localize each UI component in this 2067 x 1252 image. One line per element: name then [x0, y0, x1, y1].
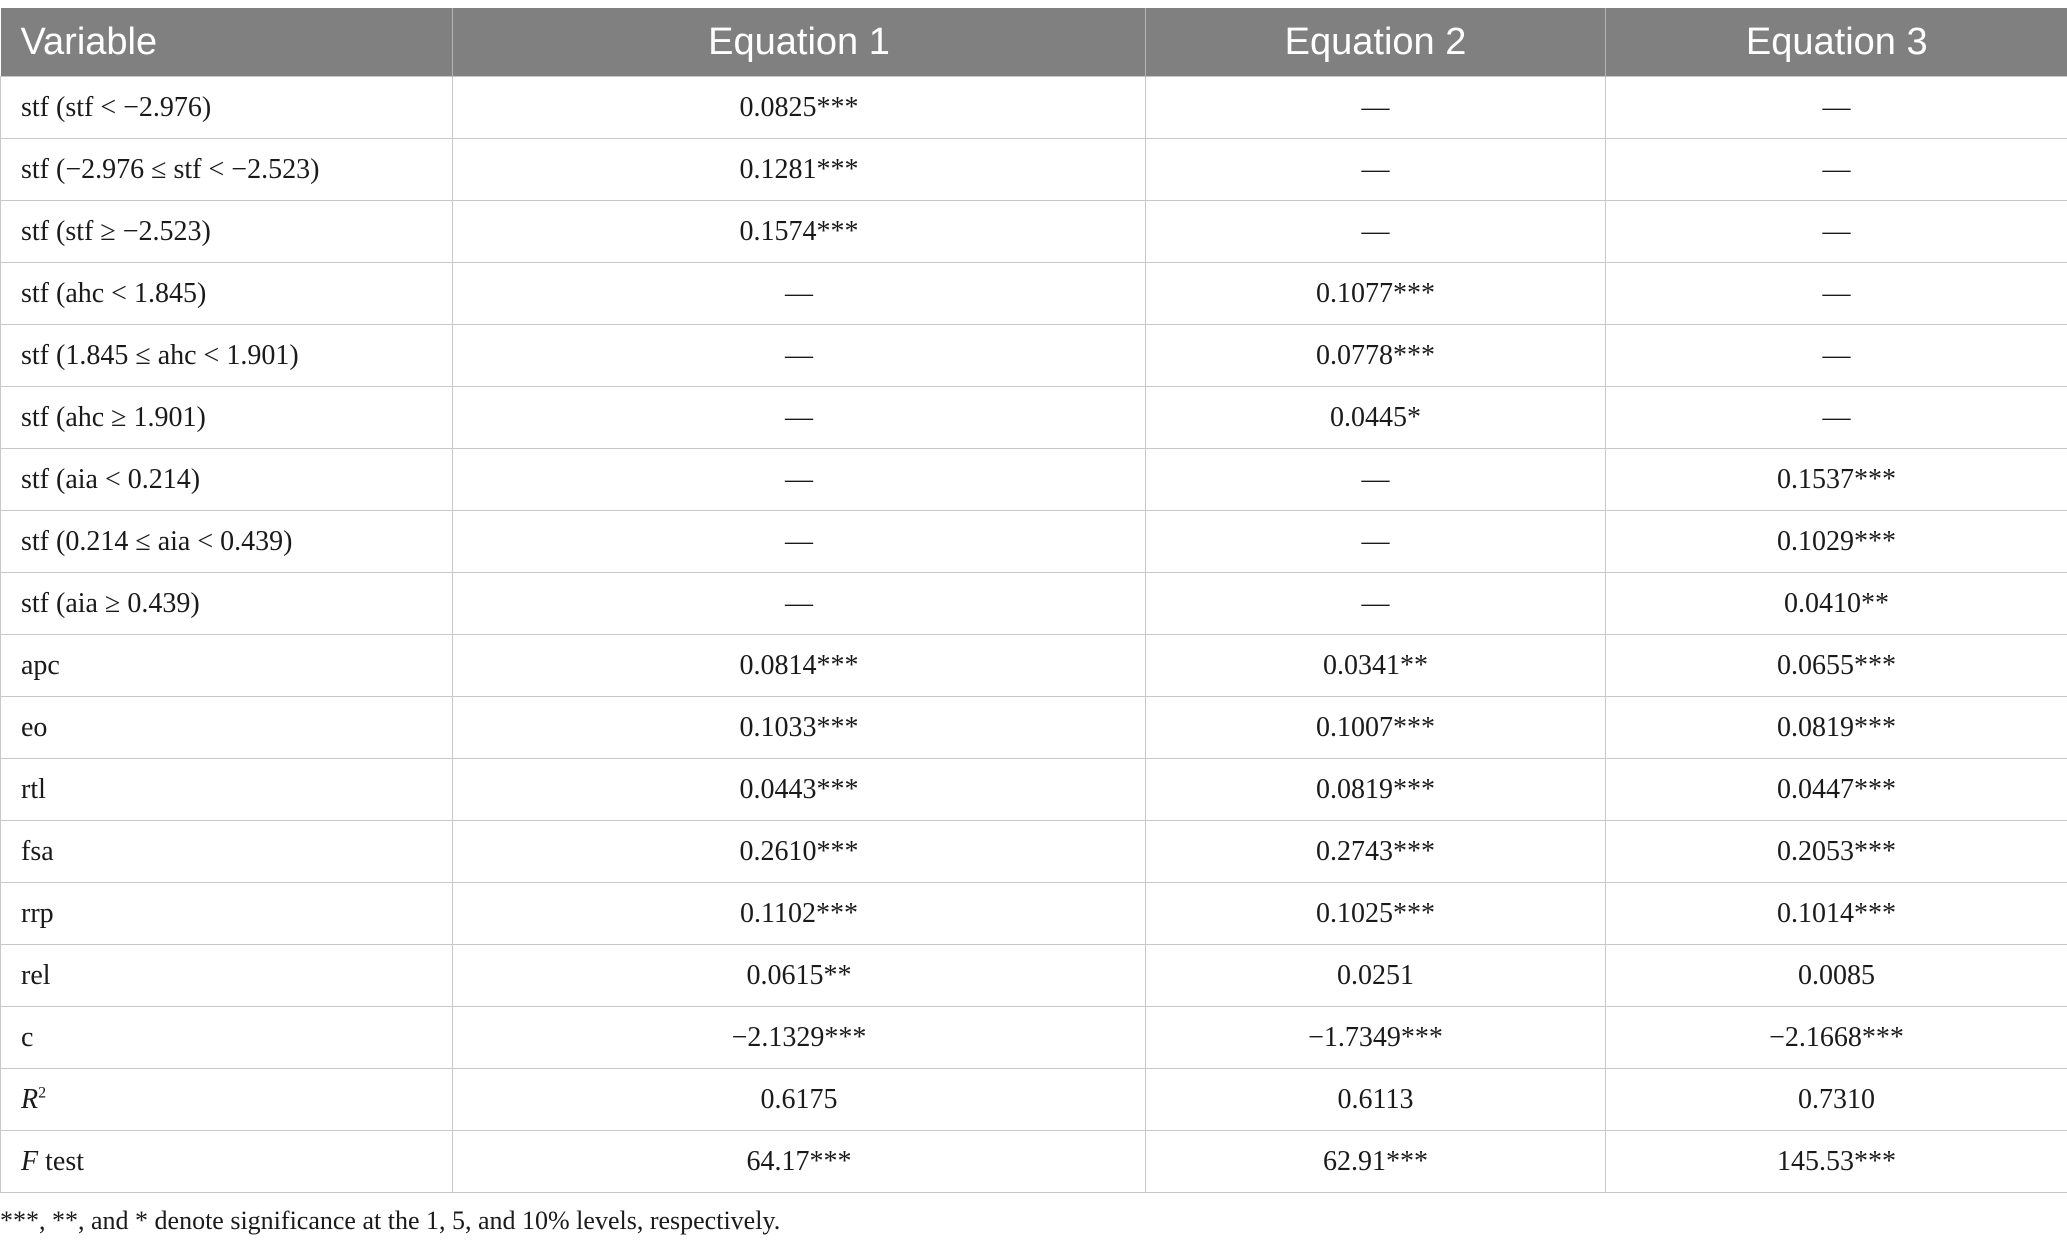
- equation-3-value: —: [1606, 77, 2067, 139]
- table-row: [1, 635, 2067, 697]
- equation-1-value: —: [453, 573, 1146, 635]
- equation-2-value: —: [1146, 201, 1606, 263]
- variable-cell: c: [1, 1007, 453, 1069]
- variable-cell: stf (aia ≥ 0.439): [1, 573, 453, 635]
- table-row: [1, 945, 2067, 1007]
- table-row: [1, 201, 2067, 263]
- equation-1-value: 0.0825***: [453, 77, 1146, 139]
- equation-1-value: 0.1102***: [453, 883, 1146, 945]
- equation-2-value: 0.0445*: [1146, 387, 1606, 449]
- equation-3-value: 0.0447***: [1606, 759, 2067, 821]
- regression-results-table: [0, 8, 2067, 1193]
- table-row: [1, 77, 2067, 139]
- equation-1-value: 0.6175: [453, 1069, 1146, 1131]
- equation-3-value: —: [1606, 201, 2067, 263]
- equation-1-value: 0.1281***: [453, 139, 1146, 201]
- variable-cell: rtl: [1, 759, 453, 821]
- variable-cell: stf (0.214 ≤ aia < 0.439): [1, 511, 453, 573]
- equation-2-value: —: [1146, 573, 1606, 635]
- equation-3-value: 0.7310: [1606, 1069, 2067, 1131]
- equation-3-value: —: [1606, 325, 2067, 387]
- variable-cell: stf (ahc < 1.845): [1, 263, 453, 325]
- equation-2-value: −1.7349***: [1146, 1007, 1606, 1069]
- header-variable: Variable: [1, 8, 453, 77]
- variable-cell: stf (−2.976 ≤ stf < −2.523): [1, 139, 453, 201]
- equation-2-value: —: [1146, 511, 1606, 573]
- variable-suffix: test: [38, 1145, 84, 1177]
- variable-cell: apc: [1, 635, 453, 697]
- equation-2-value: 0.0251: [1146, 945, 1606, 1007]
- equation-2-value: 0.1007***: [1146, 697, 1606, 759]
- equation-3-value: 0.2053***: [1606, 821, 2067, 883]
- table-row: [1, 1131, 2067, 1193]
- header-equation-2: Equation 2: [1146, 8, 1606, 77]
- table-row: [1, 139, 2067, 201]
- table-row: [1, 387, 2067, 449]
- equation-2-value: —: [1146, 77, 1606, 139]
- equation-2-value: 0.2743***: [1146, 821, 1606, 883]
- table-row: [1, 511, 2067, 573]
- table-footnote: ***, **, and * denote significance at the 1, 5, and 10% levels, respectively.: [0, 1206, 781, 1235]
- equation-1-value: −2.1329***: [453, 1007, 1146, 1069]
- variable-cell: fsa: [1, 821, 453, 883]
- table-header: [1, 8, 2067, 77]
- equation-3-value: 0.1537***: [1606, 449, 2067, 511]
- variable-cell: stf (ahc ≥ 1.901): [1, 387, 453, 449]
- equation-3-value: −2.1668***: [1606, 1007, 2067, 1069]
- equation-3-value: 0.0819***: [1606, 697, 2067, 759]
- variable-superscript: 2: [38, 1084, 47, 1102]
- table-row: [1, 1007, 2067, 1069]
- equation-1-value: 0.0443***: [453, 759, 1146, 821]
- variable-cell: stf (aia < 0.214): [1, 449, 453, 511]
- variable-cell: [1, 1131, 453, 1193]
- variable-cell: eo: [1, 697, 453, 759]
- variable-cell: rel: [1, 945, 453, 1007]
- table-row: [1, 759, 2067, 821]
- table-row: [1, 821, 2067, 883]
- equation-1-value: 0.0615**: [453, 945, 1146, 1007]
- equation-1-value: —: [453, 263, 1146, 325]
- equation-3-value: 145.53***: [1606, 1131, 2067, 1193]
- equation-3-value: 0.0410**: [1606, 573, 2067, 635]
- header-equation-1: Equation 1: [453, 8, 1146, 77]
- table-row: [1, 573, 2067, 635]
- equation-3-value: —: [1606, 387, 2067, 449]
- table-row: [1, 263, 2067, 325]
- header-equation-3: Equation 3: [1606, 8, 2067, 77]
- table-row: [1, 883, 2067, 945]
- equation-1-value: 0.2610***: [453, 821, 1146, 883]
- equation-3-value: —: [1606, 263, 2067, 325]
- table-row: [1, 697, 2067, 759]
- equation-3-value: —: [1606, 139, 2067, 201]
- variable-symbol: F: [21, 1145, 39, 1177]
- equation-2-value: 0.1025***: [1146, 883, 1606, 945]
- equation-2-value: —: [1146, 139, 1606, 201]
- equation-1-value: —: [453, 325, 1146, 387]
- equation-3-value: 0.0655***: [1606, 635, 2067, 697]
- equation-2-value: 0.0819***: [1146, 759, 1606, 821]
- equation-1-value: 0.0814***: [453, 635, 1146, 697]
- variable-symbol: R: [21, 1083, 39, 1115]
- equation-2-value: 0.6113: [1146, 1069, 1606, 1131]
- variable-cell: rrp: [1, 883, 453, 945]
- equation-3-value: 0.1014***: [1606, 883, 2067, 945]
- equation-1-value: —: [453, 511, 1146, 573]
- equation-2-value: 0.0341**: [1146, 635, 1606, 697]
- equation-3-value: 0.1029***: [1606, 511, 2067, 573]
- equation-1-value: —: [453, 387, 1146, 449]
- equation-1-value: 64.17***: [453, 1131, 1146, 1193]
- equation-2-value: 62.91***: [1146, 1131, 1606, 1193]
- equation-2-value: 0.0778***: [1146, 325, 1606, 387]
- variable-cell: [1, 1069, 453, 1131]
- header-row: [1, 8, 2067, 77]
- equation-3-value: 0.0085: [1606, 945, 2067, 1007]
- variable-cell: stf (stf ≥ −2.523): [1, 201, 453, 263]
- equation-1-value: 0.1574***: [453, 201, 1146, 263]
- table-row: [1, 1069, 2067, 1131]
- equation-1-value: 0.1033***: [453, 697, 1146, 759]
- table-body: [1, 77, 2067, 1193]
- table-row: [1, 325, 2067, 387]
- variable-cell: stf (1.845 ≤ ahc < 1.901): [1, 325, 453, 387]
- variable-cell: stf (stf < −2.976): [1, 77, 453, 139]
- equation-1-value: —: [453, 449, 1146, 511]
- table-row: [1, 449, 2067, 511]
- equation-2-value: 0.1077***: [1146, 263, 1606, 325]
- equation-2-value: —: [1146, 449, 1606, 511]
